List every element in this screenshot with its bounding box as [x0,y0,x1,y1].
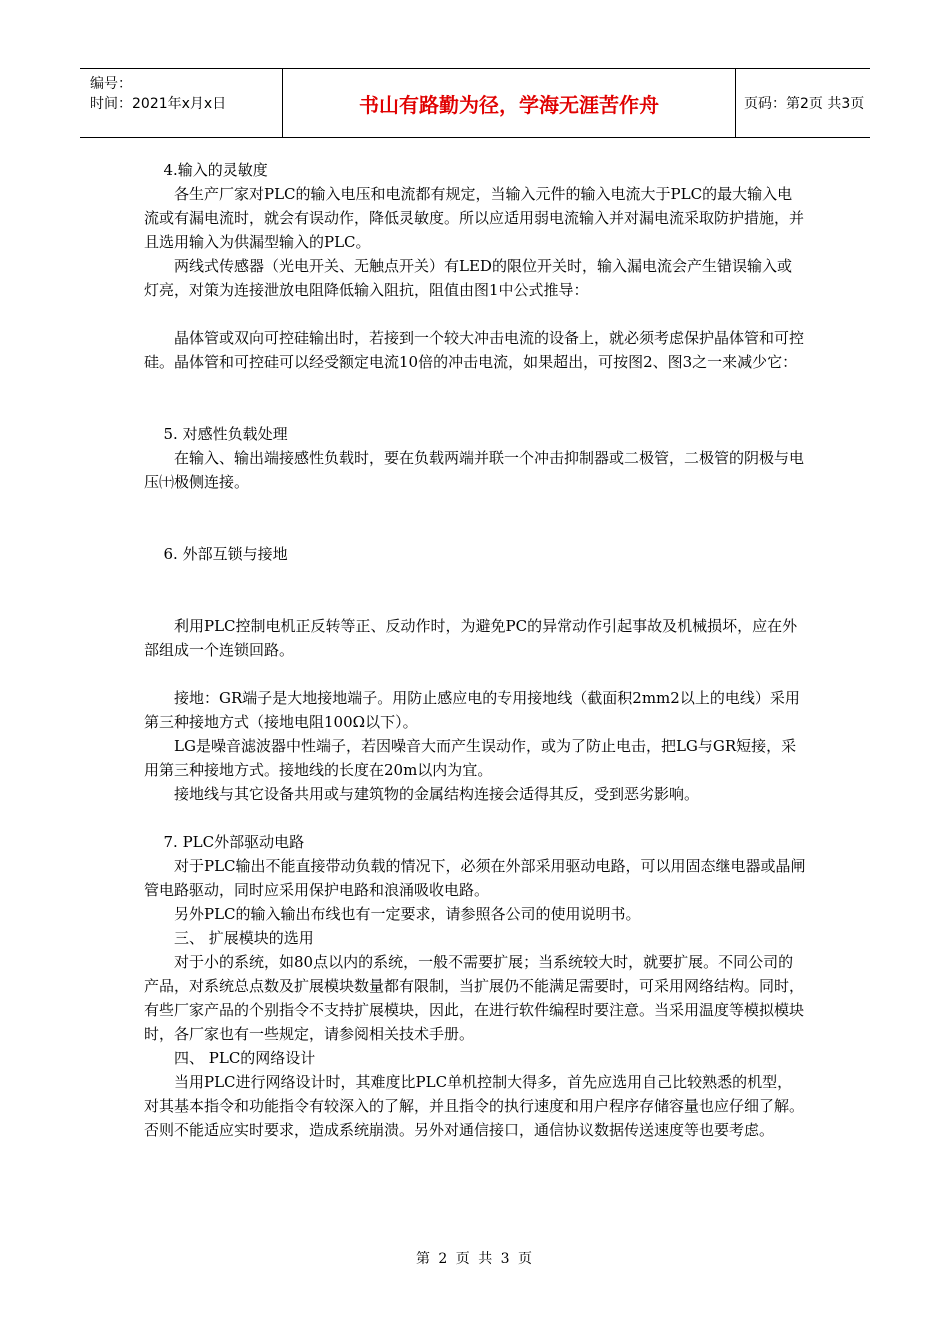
chapter-4-title: 四、 PLC的网络设计 [174,1049,316,1067]
chapter-3-paragraph-1: 对于小的系统，如80点以内的系统，一般不需要扩展；当系统较大时，就要扩展。不同公司的产品，对系统总点数及扩展模块数量都有限制，当扩展仍不能满足需要时，可采用网络结构。同时，有些厂家产品的个别指令不支持扩展模块，因此，在进行软件编程时要注意。当采用温度等模拟模块时，各厂家也有一些规定，请参阅相关技术手册。 [144,953,805,1043]
chapter-3-title: 三、 扩展模块的选用 [174,929,314,947]
section-5-paragraph-1: 在输入、输出端接感性负载时，要在负载两端并联一个冲击抑制器或二极管，二极管的阴极与电压㈩极侧连接。 [144,449,805,491]
page-footer: 第 2 页 共 3 页 [415,1251,535,1267]
document-body [144,158,806,1142]
section-5-title: 5. 对感性负载处理 [163,425,288,443]
header-motto: 书山有路勤为径，学海无涯苦作舟 [283,69,736,137]
section-4-paragraph-1: 各生产厂家对PLC的输入电压和电流都有规定，当输入元件的输入电流大于PLC的最大输入电流或有漏电流时，就会有误动作，降低灵敏度。所以应适用弱电流输入并对漏电流采取防护措施，并且选用输入为供漏型输入的PLC。 [144,185,805,251]
chapter-4-paragraph-1: 当用PLC进行网络设计时，其难度比PLC单机控制大得多，首先应选用自己比较熟悉的机型，对其基本指令和功能指令有较深入的了解，并且指令的执行速度和用户程序存储容量也应仔细了解。否则不能适应实时要求，造成系统崩溃。另外对通信接口，通信协议数据传送速度等也要考虑。 [144,1073,805,1139]
header-page-info: 页码：第2页 共3页 [744,96,865,112]
section-6-paragraph-2: 接地：GR端子是大地接地端子。用防止感应电的专用接地线（截面积2mm2以上的电线）采用第三种接地方式（接地电阻100Ω以下）。 [144,689,800,731]
section-4-paragraph-3: 晶体管或双向可控硅输出时，若接到一个较大冲击电流的设备上，就必须考虑保护晶体管和可控硅。晶体管和可控硅可以经受额定电流10倍的冲击电流，如果超出，可按图2、图3之一来减少它： [144,329,805,371]
document-time-label: 时间：2021年x月x日 [90,96,227,112]
section-7-title: 7. PLC外部驱动电路 [163,833,305,851]
section-7-paragraph-2: 另外PLC的输入输出布线也有一定要求，请参照各公司的使用说明书。 [174,905,641,923]
section-4-title: 4.输入的灵敏度 [163,161,268,179]
section-6-paragraph-3: LG是噪音滤波器中性端子，若因噪音大而产生误动作，或为了防止电击，把LG与GR短接，采用第三种接地方式。接地线的长度在20m以内为宜。 [144,737,797,779]
section-6-paragraph-4: 接地线与其它设备共用或与建筑物的金属结构连接会适得其反，受到恶劣影响。 [174,785,700,803]
section-4-paragraph-2: 两线式传感器（光电开关、无触点开关）有LED的限位开关时，输入漏电流会产生错误输入或灯亮，对策为连接泄放电阻降低输入阻抗，阻值由图1中公式推导： [144,257,792,299]
section-6-title: 6. 外部互锁与接地 [163,545,288,563]
header-meta [80,69,283,137]
document-header [80,68,870,138]
section-6-paragraph-1: 利用PLC控制电机正反转等正、反动作时，为避免PC的异常动作引起事故及机械损坏，应在外部组成一个连锁回路。 [144,617,798,659]
document-number-label: 编号： [90,76,132,92]
section-7-paragraph-1: 对于PLC输出不能直接带动负载的情况下，必须在外部采用驱动电路，可以用固态继电器或晶闸管电路驱动，同时应采用保护电路和浪涌吸收电路。 [144,857,806,899]
